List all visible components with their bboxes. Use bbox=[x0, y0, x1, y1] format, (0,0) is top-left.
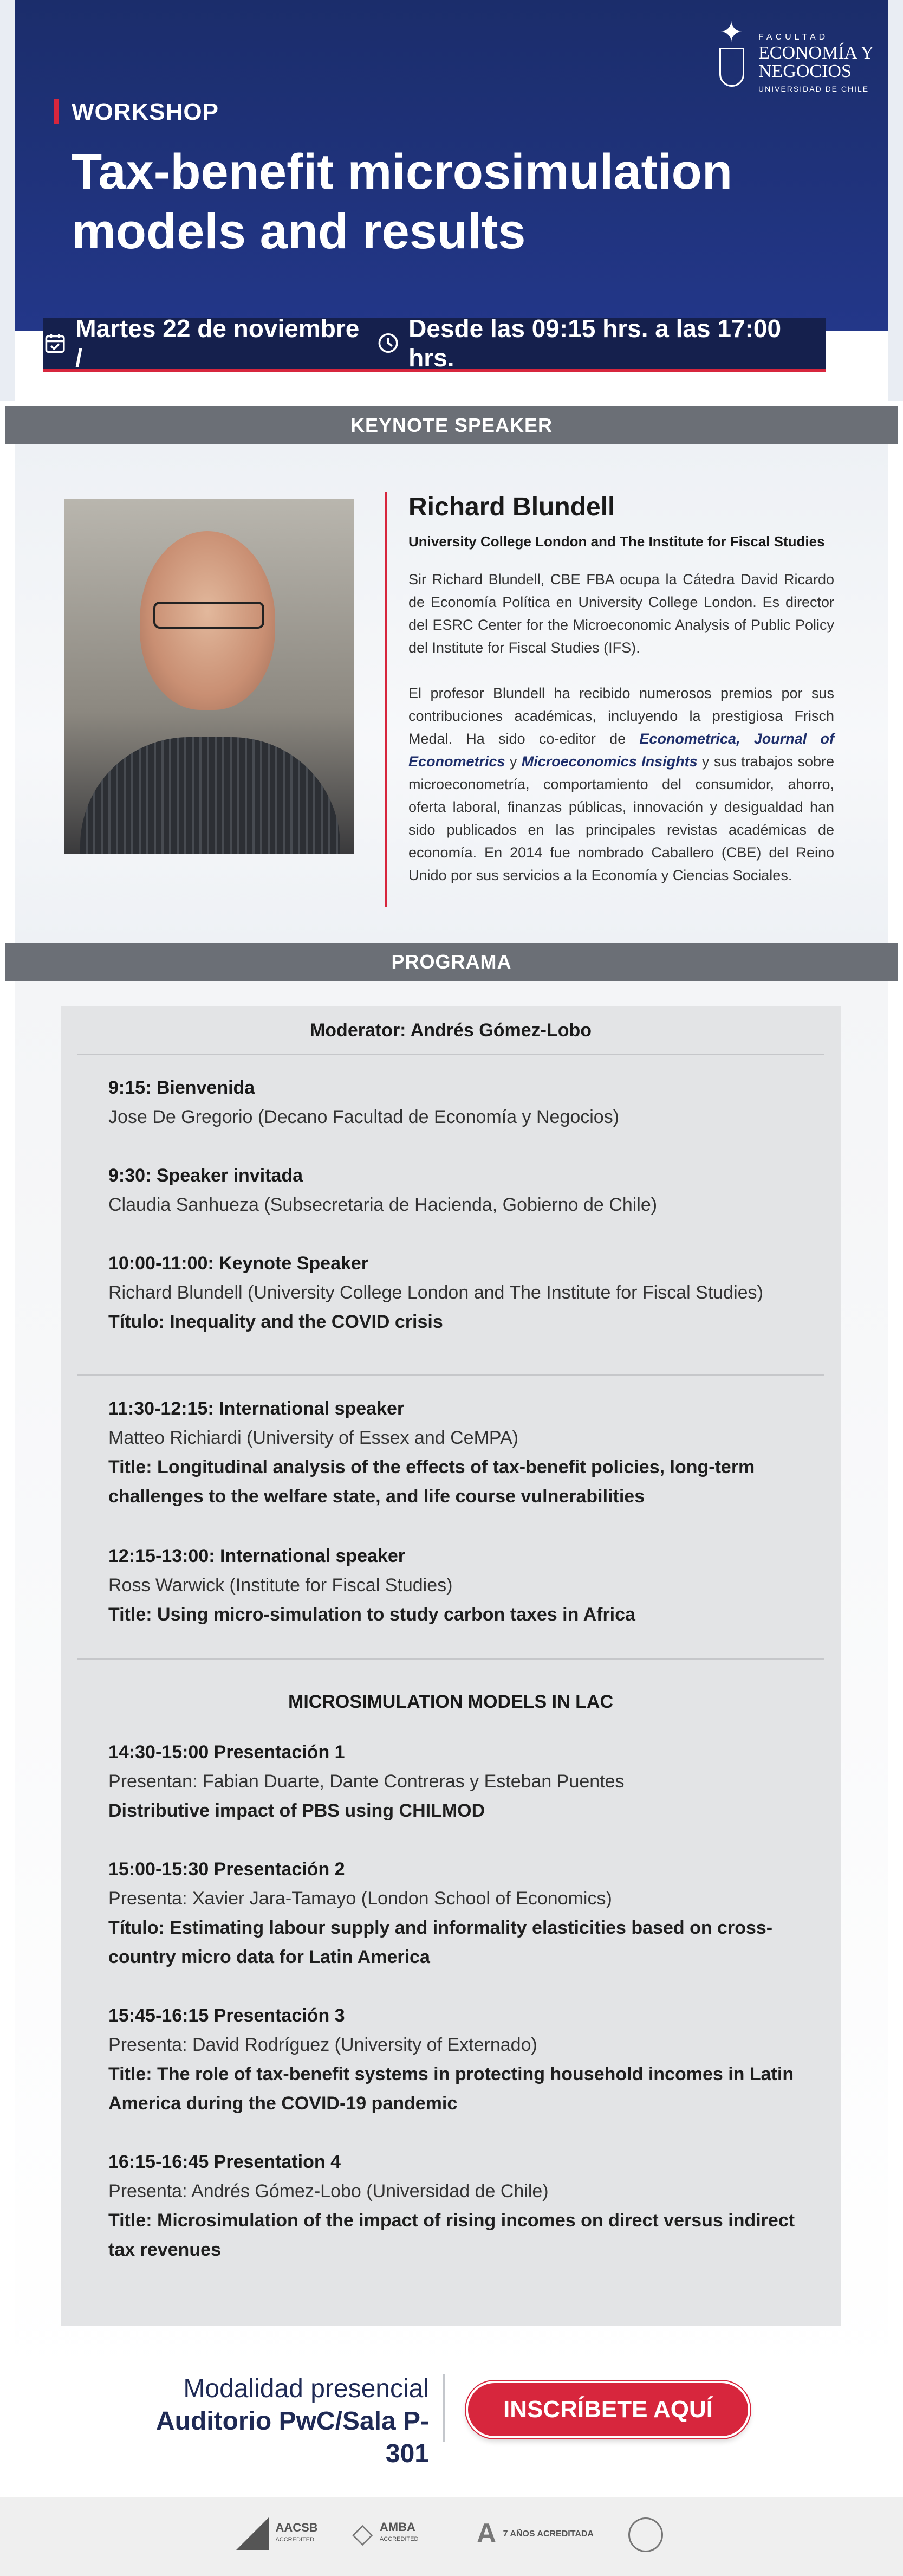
program-item bbox=[108, 1073, 813, 1132]
shield-icon bbox=[719, 48, 744, 87]
calendar-icon bbox=[43, 331, 67, 355]
aacsb-icon bbox=[236, 2517, 269, 2550]
aacsb-logo bbox=[236, 2517, 318, 2561]
aacsb-text: AACSB bbox=[275, 2521, 318, 2534]
footer bbox=[0, 2497, 903, 2576]
logo-line3: UNIVERSIDAD DE CHILE bbox=[758, 85, 869, 93]
item-time: 11:30-12:15: International speaker bbox=[108, 1398, 405, 1419]
amba-label bbox=[380, 2521, 419, 2545]
date-bar bbox=[43, 314, 826, 372]
item-speaker: Richard Blundell (University College London and The Institute for Fiscal Studies) bbox=[108, 1282, 763, 1303]
speaker-photo-shirt bbox=[80, 737, 340, 854]
page-title: Tax-benefit microsimulation models and results bbox=[72, 144, 733, 259]
item-title: Title: Longitudinal analysis of the effects of tax-benefit policies, long-term challenges to the welfare state, and life course vulnerabilities bbox=[108, 1457, 755, 1507]
divider bbox=[77, 1374, 824, 1376]
divider-line bbox=[385, 492, 387, 907]
clock-icon bbox=[376, 331, 400, 355]
program-section-header: PROGRAMA bbox=[5, 943, 898, 981]
keynote-section-header: KEYNOTE SPEAKER bbox=[5, 406, 898, 444]
divider bbox=[77, 1054, 824, 1055]
modality-label: Modalidad presencial bbox=[183, 2374, 429, 2403]
bio-paragraph-2 bbox=[408, 682, 834, 887]
item-speaker: Jose De Gregorio (Decano Facultad de Economía y Negocios) bbox=[108, 1107, 620, 1127]
speaker-photo bbox=[64, 499, 354, 854]
program-item bbox=[108, 1249, 813, 1337]
item-title: Título: Inequality and the COVID crisis bbox=[108, 1312, 443, 1332]
item-title: Title: The role of tax-benefit systems in protecting household incomes in Latin America during the COVID-19 pandemic bbox=[108, 2064, 794, 2114]
seal-icon bbox=[628, 2517, 663, 2552]
item-time: 9:30: Speaker invitada bbox=[108, 1165, 303, 1186]
item-speaker: Claudia Sanhueza (Subsecretaria de Hacienda, Gobierno de Chile) bbox=[108, 1195, 658, 1215]
item-speaker: Ross Warwick (Institute for Fiscal Studies) bbox=[108, 1575, 453, 1596]
bio-paragraph-1: Sir Richard Blundell, CBE FBA ocupa la Cátedra David Ricardo de Economía Política en University College London. Es director del ESRC Center for the Microeconomic Analysis of Public Policy del Institute for Fiscal Studies (IFS). bbox=[408, 571, 834, 656]
speaker-name: Richard Blundell bbox=[408, 493, 615, 521]
speaker-bio bbox=[408, 568, 834, 909]
item-time: 10:00-11:00: Keynote Speaker bbox=[108, 1253, 369, 1274]
item-time: 14:30-15:00 Presentación 1 bbox=[108, 1742, 345, 1762]
logo-line1: ECONOMÍA Y bbox=[758, 43, 874, 63]
star-icon: ✦ bbox=[719, 17, 743, 48]
hero-margin-left bbox=[0, 0, 15, 401]
aacsb-label bbox=[275, 2522, 317, 2546]
program-item bbox=[108, 1855, 813, 1972]
program-item bbox=[108, 2001, 813, 2118]
item-time: 9:15: Bienvenida bbox=[108, 1077, 255, 1098]
item-speaker: Presenta: David Rodríguez (University of Externado) bbox=[108, 2035, 537, 2055]
program-item bbox=[108, 1541, 813, 1629]
amba-text: AMBA bbox=[379, 2520, 415, 2534]
register-button[interactable]: INSCRÍBETE AQUÍ bbox=[466, 2381, 750, 2438]
item-title: Title: Microsimulation of the impact of rising incomes on direct versus indirect tax revenues bbox=[108, 2210, 795, 2260]
event-tag: WORKSHOP bbox=[72, 99, 219, 125]
event-time: Desde las 09:15 hrs. a las 17:00 hrs. bbox=[408, 314, 782, 372]
item-speaker: Presenta: Andrés Gómez-Lobo (Universidad de Chile) bbox=[108, 2181, 549, 2201]
logo-faculty-label: FACULTAD bbox=[758, 33, 829, 42]
item-speaker: Matteo Richiardi (University of Essex and CeMPA) bbox=[108, 1428, 519, 1448]
item-time: 15:00-15:30 Presentación 2 bbox=[108, 1859, 345, 1880]
event-date: Martes 22 de noviembre / bbox=[75, 314, 360, 372]
aacsb-sub: ACCREDITED bbox=[275, 2536, 314, 2543]
program-item bbox=[108, 1394, 813, 1511]
logo-line2: NEGOCIOS bbox=[758, 61, 852, 81]
journal-name: Microeconomics Insights bbox=[521, 753, 698, 770]
item-title: Title: Using micro-simulation to study carbon taxes in Africa bbox=[108, 1604, 635, 1625]
cta-divider bbox=[443, 2374, 445, 2442]
item-time: 15:45-16:15 Presentación 3 bbox=[108, 2005, 345, 2026]
program-item bbox=[108, 2147, 813, 2264]
program-item bbox=[108, 1738, 813, 1825]
item-time: 16:15-16:45 Presentation 4 bbox=[108, 2152, 341, 2172]
speaker-photo-glasses bbox=[153, 602, 264, 629]
journal-names: Econometrica, Journal of Econometrics bbox=[408, 731, 834, 770]
item-title: Distributive impact of PBS using CHILMOD bbox=[108, 1800, 485, 1821]
divider bbox=[77, 1658, 824, 1660]
bio-text: y bbox=[505, 753, 522, 770]
bio-text: y sus trabajos sobre microeconometría, comportamiento del consumidor, ahorro, oferta laboral, finanzas públicas, innovación y desigualdad han sido publicados en las principales revistas académicas de economía. En 2014 fue nombrado Caballero (CBE) del Reino Unido por sus servicios a la Economía y Ciencias Sociales. bbox=[408, 753, 834, 883]
seal-logo bbox=[628, 2517, 663, 2561]
program-panel bbox=[61, 1006, 841, 2326]
item-speaker: Presentan: Fabian Duarte, Dante Contreras y Esteban Puentes bbox=[108, 1771, 625, 1792]
bio-text: El profesor Blundell ha recibido numerosos premios por sus contribuciones académicas, incluyendo la prestigiosa Frisch Medal. Ha sido co-editor de bbox=[408, 685, 834, 747]
hero-margin-right bbox=[888, 0, 903, 401]
speaker-affiliation: University College London and The Institute for Fiscal Studies bbox=[408, 533, 825, 550]
item-time: 12:15-13:00: International speaker bbox=[108, 1546, 406, 1566]
item-title: Título: Estimating labour supply and informality elasticities based on cross-country micro data for Latin America bbox=[108, 1918, 773, 1967]
cna-text: 7 AÑOS ACREDITADA bbox=[503, 2529, 594, 2539]
lac-heading: MICROSIMULATION MODELS IN LAC bbox=[288, 1691, 613, 1712]
venue-label: Auditorio PwC/Sala P-301 bbox=[155, 2407, 429, 2468]
item-speaker: Presenta: Xavier Jara-Tamayo (London School of Economics) bbox=[108, 1888, 612, 1909]
amba-sub: ACCREDITED bbox=[379, 2536, 419, 2542]
cna-logo bbox=[477, 2517, 594, 2561]
moderator: Moderator: Andrés Gómez-Lobo bbox=[309, 1020, 592, 1041]
cna-label bbox=[503, 2527, 594, 2540]
university-logo[interactable] bbox=[715, 16, 878, 92]
diamond-icon: ◇ bbox=[352, 2518, 373, 2548]
amba-logo bbox=[352, 2517, 418, 2561]
program-item bbox=[108, 1161, 813, 1219]
accent-bar bbox=[54, 99, 59, 124]
cna-icon: A bbox=[477, 2518, 497, 2548]
